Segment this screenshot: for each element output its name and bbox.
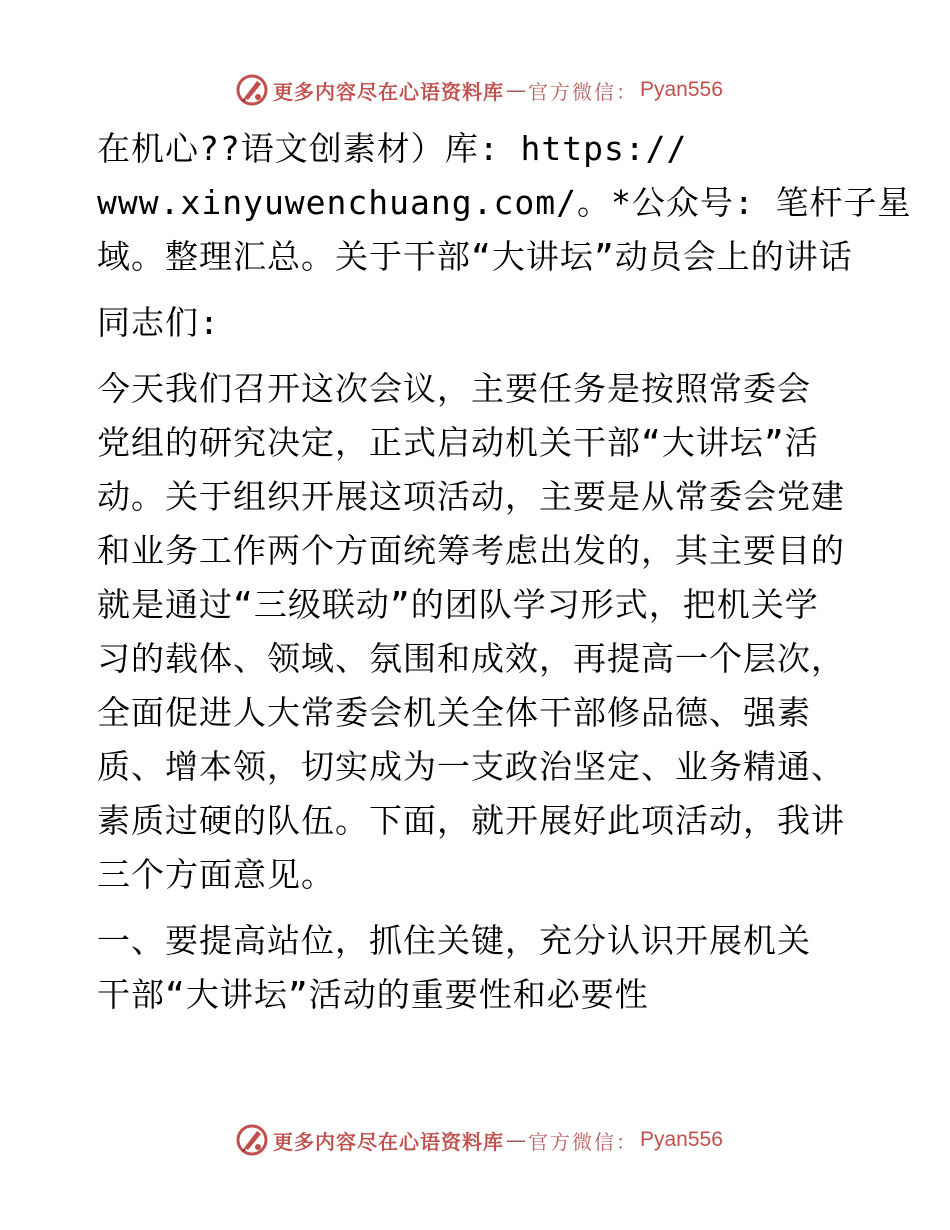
- banner-text: 更多内容尽在心语资料库: [273, 1129, 504, 1154]
- text-line: 党组的研究决定，正式启动机关干部“大讲坛”活: [97, 423, 819, 462]
- text-line: 和业务工作两个方面统筹考虑出发的，其主要目的: [97, 531, 845, 570]
- banner-wechat-id: Pyan556: [640, 78, 723, 101]
- banner-official-label: 官方微信：: [528, 1129, 638, 1154]
- text-line: 素质过硬的队伍。下面，就开展好此项活动，我讲: [97, 801, 845, 840]
- text-line: 全面促进人大常委会机关全体干部修品德、强素: [97, 693, 811, 732]
- banner-official-label: 官方微信：: [528, 79, 638, 104]
- banner-separator: —: [506, 78, 526, 102]
- text-line: 质、增本领，切实成为一支政治坚定、业务精通、: [97, 747, 845, 786]
- feather-pen-logo-icon: [235, 1123, 269, 1157]
- section-heading: 一、要提高站位，抓住关键，充分认识开展机关: [97, 921, 811, 960]
- text-line: 习的载体、领域、氛围和成效，再提高一个层次，: [97, 639, 845, 678]
- text-line: 就是通过“三级联动”的团队学习形式，把机关学: [97, 585, 819, 624]
- footer-watermark-banner: [235, 1120, 723, 1160]
- text-line: 动。关于组织开展这项活动，主要是从常委会党建: [97, 477, 845, 516]
- text-line: 域。整理汇总。关于干部“大讲坛”动员会上的讲话: [97, 237, 853, 276]
- text-line: 在机心??语文创素材）库: https://: [97, 129, 688, 168]
- document-body: [97, 122, 912, 1022]
- text-line: www.xinyuwenchuang.com/。*公众号: 笔杆子星: [97, 183, 912, 222]
- banner-wechat-id: Pyan556: [640, 1128, 723, 1151]
- section-heading: 干部“大讲坛”活动的重要性和必要性: [97, 975, 649, 1014]
- text-line: 今天我们召开这次会议，主要任务是按照常委会: [97, 369, 811, 408]
- header-watermark-banner: [235, 70, 723, 110]
- banner-separator: —: [506, 1128, 526, 1152]
- text-line: 三个方面意见。: [97, 855, 335, 894]
- feather-pen-logo-icon: [235, 73, 269, 107]
- salutation: 同志们:: [97, 303, 220, 342]
- banner-text: 更多内容尽在心语资料库: [273, 79, 504, 104]
